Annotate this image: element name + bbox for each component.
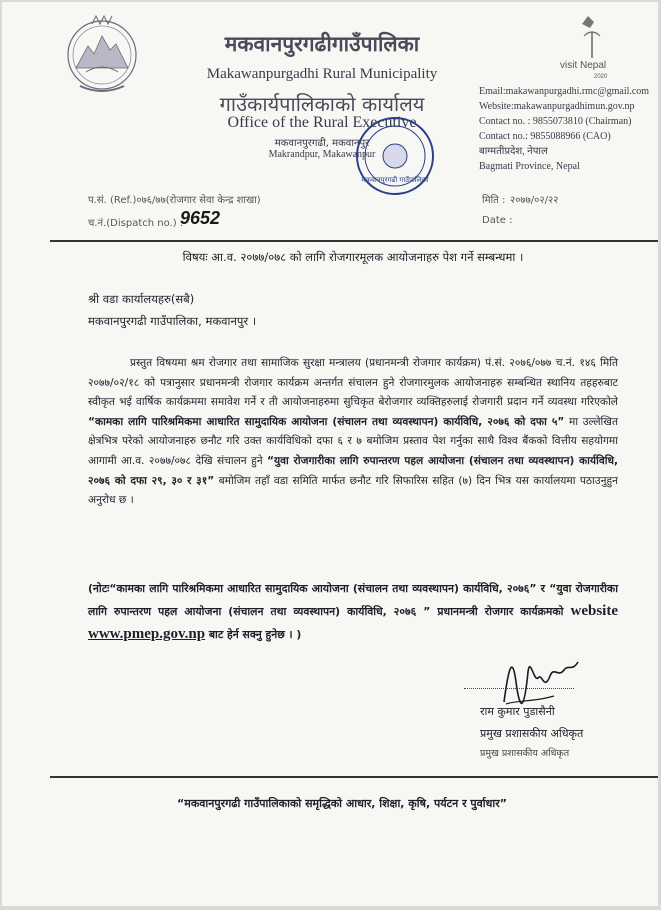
- office-name-en: Office of the Rural Executive: [227, 114, 417, 131]
- pmep-website-link[interactable]: www.pmep.gov.np: [88, 626, 206, 642]
- addressee-line-2: मकवानपुरगढी गाउँपालिका, मकवानपुर ।: [88, 314, 257, 328]
- nepal-emblem-icon: [62, 10, 142, 100]
- dispatch-label: च.नं.(Dispatch no.) :: [88, 218, 184, 229]
- date-value: २०७७/०२/२२: [510, 195, 559, 206]
- body-text-3: बमोजिम तहाँ वडा समिति मार्फत छनौट गरि सिफारिस सहित (७) दिन भित्र यस कार्यालयमा पठाउनुहुन अनुरोध छ ।: [88, 474, 618, 507]
- visit-nepal-logo: [554, 14, 639, 84]
- municipality-name-en: Makawanpurgadhi Rural Municipality: [206, 66, 438, 82]
- office-name-np: गाउँकार्यपालिकाको कार्यालय: [219, 92, 425, 116]
- subject-line: विषयः आ.व. २०७७/०७८ को लागि रोजगारमूलक आयोजनाहरु पेश गर्ने सम्बन्धमा ।: [182, 250, 524, 264]
- province-np: बाग्मतीप्रदेश, नेपाल: [479, 146, 548, 157]
- signature-line: [464, 688, 574, 689]
- municipality-name-np: मकवानपुरगढीगाउँपालिका: [224, 32, 420, 56]
- signatory-title: प्रमुख प्रशासकीय अधिकृत: [480, 727, 584, 740]
- body-bold-1: “कामका लागि पारिश्रमिकमा आधारित सामुदायिक आयोजना (संचालन तथा व्यवस्थापन) कार्यविधि, २०७६ को दफा ५”: [88, 415, 565, 428]
- place-np: मकवानपुरगढी, मकवानपुर: [274, 138, 370, 149]
- visit-logo-text: visit Nepal: [560, 60, 607, 71]
- note-text-2: बाट हेर्न सक्नु हुनेछ । ): [208, 628, 302, 641]
- note-text-1: (नोटः“कामका लागि पारिश्रमिकमा आधारित सामुदायिक आयोजना (संचालन तथा व्यवस्थापन) कार्यविधि, २०७६” र “युवा रोजगारीका लागि रुपान्तरण पहल आयोजना (संचालन तथा व्यवस्थापन) कार्यविधि, २०७६ ” प्रधानमन्त्री रोजगार कार्यक्रमको: [88, 582, 618, 618]
- visit-logo-year: 2020: [594, 74, 608, 80]
- dispatch-number: 9652: [180, 208, 221, 228]
- note-paragraph: [88, 578, 618, 646]
- province-en: Bagmati Province, Nepal: [479, 161, 580, 172]
- official-stamp: [340, 112, 450, 200]
- contact-cao: Contact no.: 9855088966 (CAO): [479, 131, 611, 142]
- signatory-name: राम कुमार पुडासैनी: [480, 705, 555, 718]
- letter-body: [88, 354, 618, 511]
- website-line: Website:makawanpurgadhimun.gov.np: [479, 101, 635, 112]
- reference-number: प.सं. (Ref.)०७६/७७(रोजगार सेवा केन्द्र शाखा): [88, 195, 261, 206]
- body-text-2: मा उल्लेखित क्षेत्रभित्र परेको आयोजनाहरु छनौट गरि उक्त कार्यविधिको दफा ६ र ७ बमोजिम प्रस्ताव पेश गर्नुका साथै विश्व बैंकको वित्तीय सहयोगमा आगामी आ.व. २०७७/०७८ देखि संचालन हुने: [88, 415, 618, 467]
- letter-page: [2, 2, 658, 906]
- date-label-np: मिति :: [482, 195, 506, 206]
- body-bold-2: “युवा रोजगारीका लागि रुपान्तरण पहल आयोजना (संचालन तथा व्यवस्थापन) कार्यविधि, २०७६ को दफा २९, ३० र ३१”: [88, 454, 618, 487]
- email-line: Email:makawanpurgadhi.rmc@gmail.com: [479, 86, 650, 97]
- date-label-en: Date :: [482, 215, 513, 226]
- signatory-stamp: प्रमुख प्रशासकीय अधिकृत: [480, 748, 570, 759]
- footer-divider: [50, 776, 658, 778]
- place-en: Makrandpur, Makawanpur: [268, 149, 376, 160]
- header-divider: [50, 240, 658, 242]
- contact-block: [479, 84, 657, 174]
- contact-chairman: Contact no. : 9855073810 (Chairman): [479, 116, 632, 127]
- addressee-line-1: श्री वडा कार्यालयहरु(सबै): [88, 292, 195, 306]
- footer-slogan: “मकवानपुरगढी गाउँपालिकाको समृद्धिको आधार, शिक्षा, कृषि, पर्यटन र पुर्वाधार”: [177, 797, 507, 810]
- note-website-word: website: [570, 603, 618, 619]
- stamp-text: मकवानपुरगढी गाउँपालिका: [361, 176, 429, 184]
- body-text-1: प्रस्तुत विषयमा श्रम रोजगार तथा सामाजिक सुरक्षा मन्त्रालय (प्रधानमन्त्री रोजगार कार्यक्रम) पं.सं. २०७६/०७७ च.नं. १४६ मिति २०७७/०२/१८ को पत्रानुसार प्रधानमन्त्री रोजगार कार्यक्रम अन्तर्गत संचालन हुने रोजगारमुलक आयोजनाहरु सम्बन्धित स्थानिय तहहरुबाट स्वीकृत भई वार्षिक कार्यक्रममा समावेश गर्ने र ती आयोजनाहरुमा सुचिकृत बेरोजगार व्यक्तिहरुलाई रोजगारी प्रदान गर्ने व्यवस्था गरिएकोले: [88, 357, 618, 409]
